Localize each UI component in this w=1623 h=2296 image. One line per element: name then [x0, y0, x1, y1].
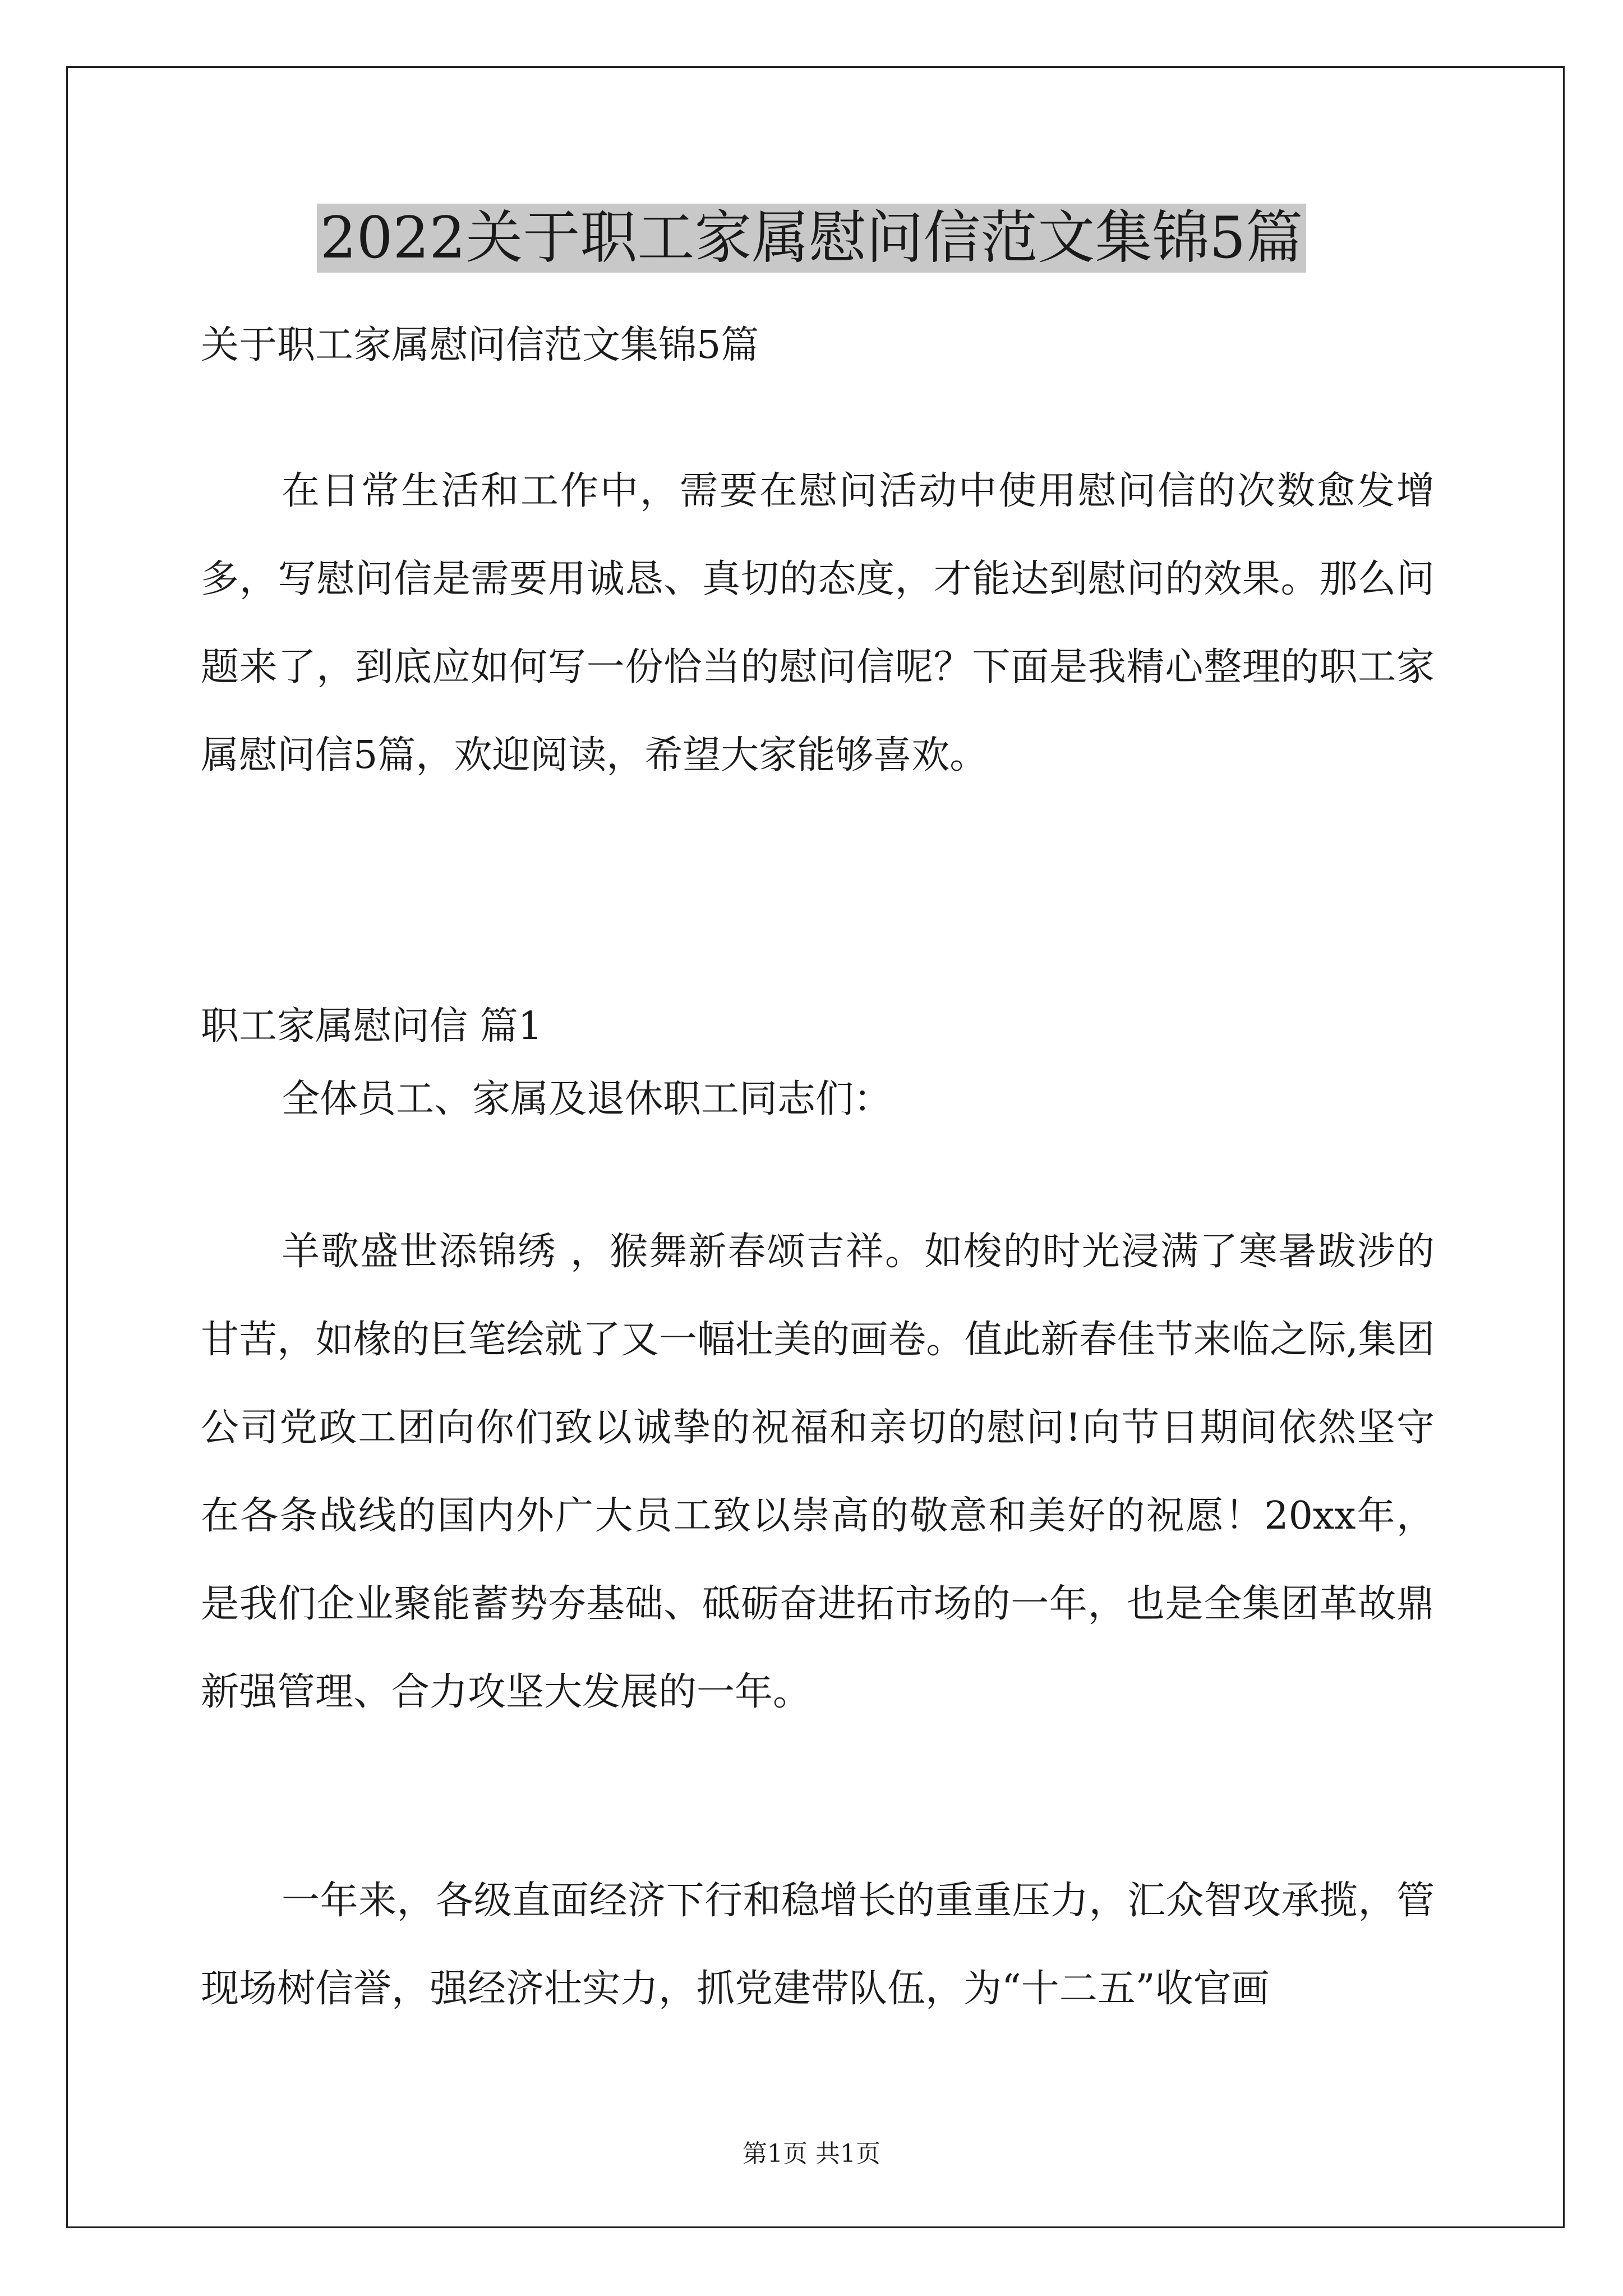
document-title-text: 2022关于职工家属慰问信范文集锦5篇 — [317, 204, 1306, 273]
body-paragraph-2: 一年来，各级直面经济下行和稳增长的重重压力，汇众智攻承揽，管现场树信誉，强经济壮实力，抓党建带队伍，为“十二五”收官画 — [201, 1879, 1435, 2011]
document-subtitle: 关于职工家属慰问信范文集锦5篇 — [201, 323, 759, 367]
letter-greeting: 全体员工、家属及退休职工同志们： — [282, 1077, 892, 1121]
body-paragraph-1: 羊歌盛世添锦绣 ，猴舞新春颂吉祥。如梭的时光浸满了寒暑跋涉的甘苦，如椽的巨笔绘就了又一幅壮美的画卷。值此新春佳节来临之际,集团公司党政工团向你们致以诚挚的祝福和亲切的慰问!向节日期间依然坚守在各条战线的国内外广大员工致以崇高的敬意和美好的祝愿！20xx年，是我们企业聚能蓄势夯基础、砥砺奋进拓市场的一年，也是全集团革故鼎新强管理、合力攻坚大发展的一年。 — [201, 1230, 1435, 1714]
document-title — [0, 199, 1623, 278]
section-heading: 职工家属慰问信 篇1 — [201, 1004, 542, 1048]
page-footer: 第1页 共1页 — [743, 2139, 880, 2168]
intro-paragraph: 在日常生活和工作中，需要在慰问活动中使用慰问信的次数愈发增多，写慰问信是需要用诚恳、真切的态度，才能达到慰问的效果。那么问题来了，到底应如何写一份恰当的慰问信呢？下面是我精心整理的职工家属慰问信5篇，欢迎阅读，希望大家能够喜欢。 — [201, 469, 1435, 777]
